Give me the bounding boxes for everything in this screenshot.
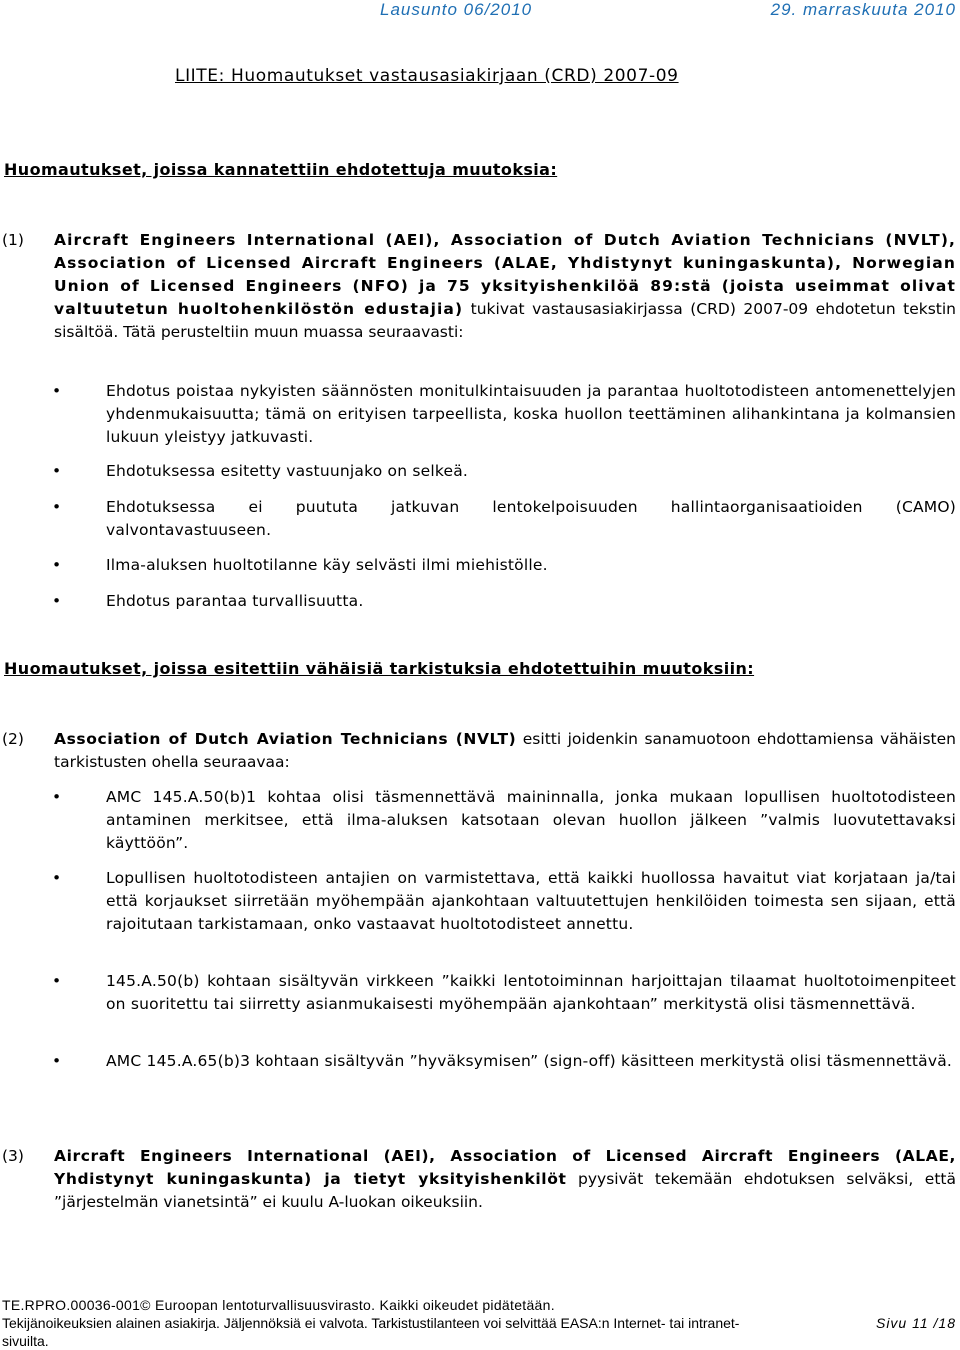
- comment-1: [2, 229, 956, 344]
- bullet-text: AMC 145.A.50(b)1 kohtaa olisi täsmennettävä maininnalla, jonka mukaan lopullisen huoltotodisteen antaminen merkitsee, että ilma-aluksen katsotaan olevan huollon jälkeen ”valmis luovutettavaksi käyttöön”.: [106, 788, 956, 852]
- comment-body: [54, 728, 956, 774]
- list-item: [52, 496, 956, 542]
- appendix-title: LIITE: Huomautukset vastausasiakirjaan (CRD) 2007-09: [175, 66, 679, 86]
- section-title-support: Huomautukset, joissa kannatettiin ehdotettuja muutoksia:: [4, 160, 558, 179]
- bullet-icon: •: [52, 592, 62, 610]
- bullet-icon: •: [52, 972, 62, 990]
- bullet-icon: •: [52, 788, 62, 806]
- comment-number: (1): [2, 231, 24, 249]
- header-document-ref: Lausunto 06/2010: [380, 0, 533, 19]
- comment-number: (3): [2, 1147, 24, 1165]
- list-item: [52, 786, 956, 855]
- page-footer: [2, 1296, 956, 1350]
- commenters: Aircraft Engineers International (AEI), Association of Dutch Aviation Technicians (NVLT), Association of Licensed Aircraft Engineers (ALAE, Yhdistynyt kuningaskunta), Norwegian Union of Licensed Engineers (NFO) ja 75 yksityishenkilöä 89:stä (joista useimmat olivat valtuutetun huoltohenkilöstön edustajia): [54, 231, 956, 318]
- commenters: Aircraft Engineers International (AEI), Association of Licensed Aircraft Engineers (ALAE, Yhdistynyt kuningaskunta) ja tietyt yksityishenkilöt: [54, 1147, 956, 1188]
- footer-disclaimer: Tekijänoikeuksien alainen asiakirja. Jäljennöksiä ei valvota. Tarkistustilanteen voi selvittää EASA:n Internet- tai intranet-sivuilta.: [2, 1315, 740, 1349]
- bullet-text: Ehdotuksessa ei puututa jatkuvan lentokelpoisuuden hallintaorganisaatioiden (CAMO) valvontavastuuseen.: [106, 498, 956, 539]
- bullet-icon: •: [52, 556, 62, 574]
- list-item: [52, 554, 956, 577]
- comment-2: [2, 728, 956, 774]
- bullet-text: Ilma-aluksen huoltotilanne käy selvästi ilmi miehistölle.: [106, 556, 548, 574]
- bullet-text: Ehdotus parantaa turvallisuutta.: [106, 592, 364, 610]
- page-number: Sivu 11 /18: [875, 1315, 956, 1331]
- section-title-revisions: Huomautukset, joissa esitettiin vähäisiä tarkistuksia ehdotettuihin muutoksiin:: [4, 659, 755, 678]
- comment-3: [2, 1145, 956, 1214]
- list-item: [52, 590, 956, 613]
- list-item: [52, 970, 956, 1016]
- commenters: Association of Dutch Aviation Technicians (NVLT): [54, 730, 517, 748]
- comment-text: esitti joidenkin sanamuotoon ehdottamiensa vähäisten tarkistusten ohella seuraavaa:: [54, 730, 956, 771]
- list-item: [52, 867, 956, 936]
- comment-number: (2): [2, 730, 24, 748]
- bullet-text: AMC 145.A.65(b)3 kohtaan sisältyvän ”hyväksymisen” (sign-off) käsitteen merkitystä olisi täsmennettävä.: [106, 1052, 953, 1070]
- list-item: [52, 1050, 956, 1073]
- bullet-icon: •: [52, 462, 62, 480]
- header-date: 29. marraskuuta 2010: [770, 0, 956, 19]
- bullet-icon: •: [52, 498, 62, 516]
- bullet-text: Ehdotus poistaa nykyisten säännösten monitulkintaisuuden ja parantaa huoltotodisteen antomenettelyjen yhdenmukaisuutta; tämä on erityisen tarpeellista, koska huollon teettäminen alihankintana ja kolmansien lukuun yleistyy jatkuvasti.: [106, 382, 956, 446]
- bullet-icon: •: [52, 869, 62, 887]
- page-header: [380, 0, 956, 22]
- list-item: [52, 380, 956, 449]
- bullet-text: Ehdotuksessa esitetty vastuunjako on selkeä.: [106, 462, 469, 480]
- bullet-icon: •: [52, 382, 62, 400]
- comment-text: tukivat vastausasiakirjassa (CRD) 2007-09 ehdotetun tekstin sisältöä. Tätä perusteltiin muun muassa seuraavasti:: [54, 300, 956, 341]
- bullet-text: Lopullisen huoltotodisteen antajien on varmistettava, että kaikki huollossa havaitut viat korjataan ja/tai että korjaukset siirretään myöhempään ajankohtaan valtuutettujen henkilöiden toimesta sen sijaan, että rajoitutaan tarkistamaan, onko vastaavat huoltotodisteet annettu.: [106, 869, 956, 933]
- comment-body: [54, 1145, 956, 1214]
- footer-copyright: TE.RPRO.00036-001© Euroopan lentoturvallisuusvirasto. Kaikki oikeudet pidätetään.: [2, 1297, 555, 1313]
- list-item: [52, 460, 956, 483]
- bullet-icon: •: [52, 1052, 62, 1070]
- comment-text: pyysivät tekemään ehdotuksen selväksi, että ”järjestelmän vianetsintä” ei kuulu A-luokan oikeuksiin.: [54, 1170, 956, 1211]
- comment-body: [54, 229, 956, 344]
- bullet-text: 145.A.50(b) kohtaan sisältyvän virkkeen ”kaikki lentotoiminnan harjoittajan tilaamat huoltotoimenpiteet on suoritettu tai siirretty asianmukaisesti myöhempään ajankohtaan” merkitystä olisi täsmennettävä.: [106, 972, 956, 1013]
